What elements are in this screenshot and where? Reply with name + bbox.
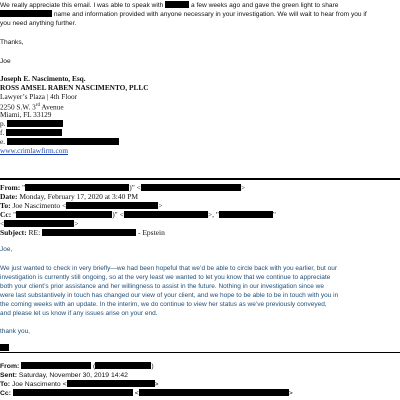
phone-label: p. [0,119,6,128]
cc-text: " [13,210,17,219]
signature-website-link[interactable]: www.crimlawfirm.com [0,146,69,155]
body2-line-3: both your client’s prior assistance and her willingness to assist in the future. Nothing in our investigation since we [0,283,324,290]
redaction-bar [165,1,189,8]
redaction-bar [4,220,74,227]
redaction-bar [95,362,154,370]
to-text: > [154,381,159,388]
address-street: 2250 S.W. 3 [0,102,36,112]
header1-from [0,183,245,192]
body2-line-1: We just wanted to check in very briefly—we had been hopeful that we’d be able to circle back with you earlier, but our [0,265,337,272]
redaction-bar [6,129,62,136]
to-text: > [158,201,163,210]
signature-fax [0,128,62,137]
header1-to [0,201,162,210]
from-text: )" < [129,183,141,192]
date-label: Date: [0,192,18,201]
body2-signoff: thank you, [0,328,30,335]
intro-line-1 [0,1,338,10]
address-superscript: rd [35,103,40,108]
redaction-bar [42,229,136,236]
intro-thanks: Thanks, [0,39,24,46]
from-text: > [240,183,246,192]
redaction-bar [25,184,129,191]
intro-line-2 [0,10,367,19]
subject-text: - Epstein [137,228,165,237]
header2-from [0,362,154,371]
separator-line [0,352,400,353]
redaction-bar [219,211,273,218]
signature-firm: ROSS AMSEL RABEN NASCIMENTO, PLLC [0,83,149,92]
body2-line-2: investigation is currently still ongoing, so at the very least we wanted to let you know that we continue to appreciate [0,274,331,281]
redaction-bar [67,380,155,387]
redaction-bar [124,211,208,218]
from-text: " [22,183,26,192]
redaction-bar [139,389,289,396]
redaction-bar [0,344,9,351]
signature-name: Joseph E. Nascimento, Esq. [0,74,86,83]
signature-address-1: Lawyer’s Plaza | 4th Floor [0,92,78,101]
cc-text: )" < [112,210,124,219]
subject-text: RE: [28,228,41,237]
header1-subject [0,228,165,237]
fax-label: f. [0,128,5,137]
cc-text: < [134,390,139,397]
sent-value: Saturday, November 30, 2019 14:42 [18,372,128,379]
separator-line [0,178,400,180]
sent-label: Sent: [0,372,17,379]
intro-text: name and information provided with anyone necessary in your investigation. We will wait to hear from you if [53,11,367,18]
to-label: To: [0,201,11,210]
signature-phone [0,119,63,128]
to-label: To: [0,381,11,388]
cc-text: >, " [207,210,219,219]
intro-text: a few weeks ago and gave the green light to share [191,2,339,9]
cc-label: Cc: [0,390,11,397]
intro-sign: Joe [0,58,11,65]
header1-date [0,192,138,201]
body2-line-5: the coming weeks with an update. In the interim, we do continue to view her status as we’ve previously conveyed, [0,301,327,308]
address-avenue: Avenue [40,102,64,112]
intro-text: We really appreciate this email. I was able to speak with [0,2,164,9]
body2-greeting: Joe, [0,246,13,253]
to-value: Joe Nascimento < [11,381,67,388]
cc-text: > [288,390,293,397]
subject-label: Subject: [0,228,27,237]
redaction-bar [66,202,158,209]
header1-cc-cont [0,219,78,228]
intro-line-3: you need anything further. [0,20,77,27]
from-text: ) [151,363,154,370]
cc-text: < [0,219,5,228]
header2-sent [0,371,128,380]
redaction-bar [16,211,112,218]
redaction-bar [7,120,63,127]
redaction-bar [141,184,241,191]
header1-cc [0,210,276,219]
cc-text: > [74,219,79,228]
signature-email [0,137,119,146]
redaction-bar [7,138,119,145]
body2-line-4: were last substantively in touch has changed our view of your client, and we hope to be able to be in touch with you in [0,292,339,299]
redaction-bar [0,10,52,17]
signature-address-3: Miami, FL 33129 [0,110,52,119]
redaction-bar [13,389,133,396]
body2-line-6: and please let us know if any issues arise on your end. [0,310,158,317]
to-value: Joe Nascimento < [12,201,67,210]
header2-to [0,380,159,389]
header2-cc [0,389,293,398]
from-text: ( [93,363,96,370]
date-value: Monday, February 17, 2020 at 3:40 PM [19,192,139,201]
redaction-bar [21,362,91,369]
from-label: From: [0,363,20,370]
cc-label: Cc: [0,210,12,219]
cc-text: " [272,210,276,219]
email-label: e. [0,137,6,146]
from-label: From: [0,183,21,192]
